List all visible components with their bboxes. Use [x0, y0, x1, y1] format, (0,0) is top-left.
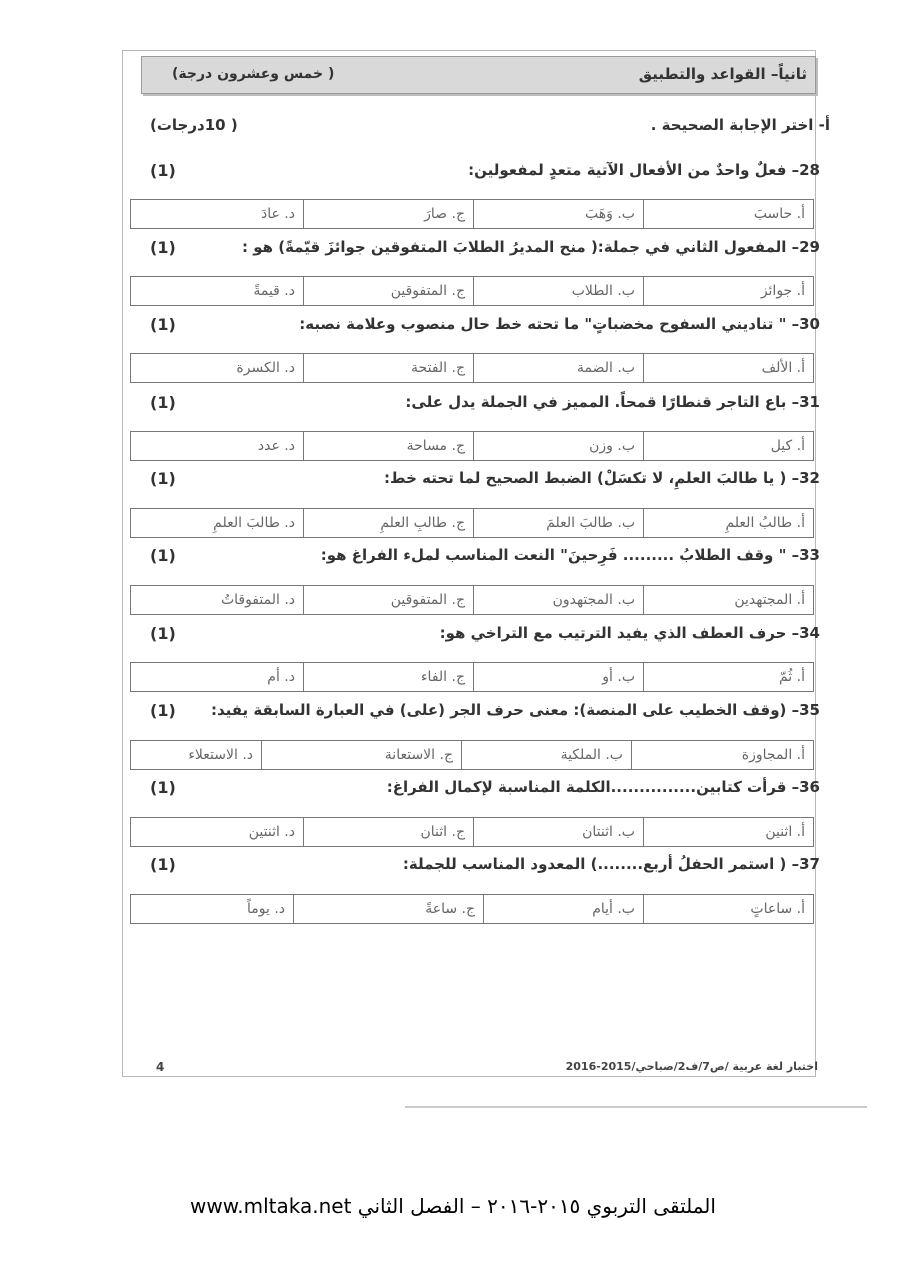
question-mark: (1) [150, 161, 176, 180]
question-text: 37– ( استمر الحفلُ أربع........) المعدود المناسب للجملة: [402, 855, 820, 873]
options-row [130, 199, 814, 229]
question-33 [130, 546, 820, 572]
question-mark: (1) [150, 469, 176, 488]
options-row [130, 894, 814, 924]
question-31 [130, 393, 820, 419]
question-text: 33– " وقف الطلابُ ......... فَرِحينَ" النعت المناسب لملء الفراغ هو: [320, 546, 820, 564]
option-b[interactable]: ب. أو [473, 663, 643, 691]
option-c[interactable]: ج. الفاء [303, 663, 473, 691]
question-mark: (1) [150, 238, 176, 257]
question-32 [130, 469, 820, 495]
option-d[interactable]: د. قيمةً [253, 283, 295, 299]
options-row [130, 276, 814, 306]
options-row [130, 817, 814, 847]
option-a[interactable]: أ. اثنين [643, 818, 813, 846]
option-d[interactable]: د. عدد [257, 438, 295, 454]
option-b[interactable]: ب. الملكية [461, 741, 631, 769]
question-37 [130, 855, 820, 881]
option-c[interactable]: ج. صارَ [303, 200, 473, 228]
options-row [130, 585, 814, 615]
option-a[interactable]: أ. طالبُ العلمِ [643, 509, 813, 537]
question-text: 29– المفعول الثاني في جملة:( منح المديرُ الطلابَ المتفوقين جوائزَ قيّمةً) هو : [241, 238, 820, 256]
options-row [130, 740, 814, 770]
option-c[interactable]: ج. ساعةً [293, 895, 483, 923]
option-a[interactable]: أ. حاسبَ [643, 200, 813, 228]
option-d[interactable]: د. عادَ [261, 206, 295, 222]
option-d[interactable]: د. اثنتين [248, 824, 295, 840]
option-d[interactable]: د. الكسرة [236, 360, 295, 376]
question-text: 32– ( يا طالبَ العلمِ، لا تكسَلْ) الضبط الصحيح لما تحته خط: [384, 469, 820, 487]
option-b[interactable]: ب. الطلاب [473, 277, 643, 305]
option-d[interactable]: د. طالبَ العلمِ [213, 515, 295, 531]
option-b[interactable]: ب. اثنتان [473, 818, 643, 846]
question-35 [130, 701, 820, 727]
option-a[interactable]: أ. الألف [643, 354, 813, 382]
options-row [130, 431, 814, 461]
option-a[interactable]: أ. ثُمّ [643, 663, 813, 691]
option-c[interactable]: ج. المتفوقين [303, 277, 473, 305]
question-text: 30– " تناديني السفوح مخضباتٍ" ما تحته خط حال منصوب وعلامة نصبه: [299, 315, 820, 333]
option-c[interactable]: ج. المتفوقين [303, 586, 473, 614]
question-mark: (1) [150, 624, 176, 643]
option-c[interactable]: ج. اثنان [303, 818, 473, 846]
question-mark: (1) [150, 546, 176, 565]
option-b[interactable]: ب. وَهَبَ [473, 200, 643, 228]
site-caption: الملتقى التربوي ٢٠١٥-٢٠١٦ – الفصل الثاني www.mltaka.net [190, 1194, 716, 1218]
question-text: 31– باع التاجر قنطارًا قمحاً. المميز في الجملة يدل على: [405, 393, 820, 411]
instruction-score: ( 10درجات) [150, 116, 238, 134]
question-29 [130, 238, 820, 264]
question-36 [130, 778, 820, 804]
question-mark: (1) [150, 315, 176, 334]
page-number: 4 [156, 1060, 165, 1074]
question-mark: (1) [150, 393, 176, 412]
question-28 [130, 161, 820, 187]
option-a[interactable]: أ. كيل [643, 432, 813, 460]
option-d[interactable]: د. المتفوقاتُ [220, 592, 295, 608]
exam-reference: اختبار لغة عربية /ص7/ف2/صباحي/2015-2016 [565, 1060, 818, 1073]
question-text: 28– فعلٌ واحدٌ من الأفعال الآتية متعدٍ لمفعولين: [468, 161, 820, 179]
option-c[interactable]: ج. مساحة [303, 432, 473, 460]
question-34 [130, 624, 820, 650]
question-mark: (1) [150, 701, 176, 720]
option-a[interactable]: أ. جوائز [643, 277, 813, 305]
option-a[interactable]: أ. ساعاتٍ [643, 895, 813, 923]
option-b[interactable]: ب. أيام [483, 895, 643, 923]
option-b[interactable]: ب. وزن [473, 432, 643, 460]
divider [405, 1106, 867, 1108]
question-30 [130, 315, 820, 341]
option-b[interactable]: ب. طالبَ العلمَ [473, 509, 643, 537]
section-score: ( خمس وعشرون درجة) [172, 66, 335, 82]
question-text: 35– (وقف الخطيب على المنصة): معنى حرف الجر (على) في العبارة السابقة يفيد: [210, 701, 820, 719]
option-d[interactable]: د. الاستعلاء [188, 747, 253, 763]
option-c[interactable]: ج. الفتحة [303, 354, 473, 382]
option-b[interactable]: ب. الضمة [473, 354, 643, 382]
option-d[interactable]: د. أم [267, 669, 295, 685]
section-title: ثانياً– القواعد والتطبيق [638, 65, 807, 83]
option-b[interactable]: ب. المجتهدون [473, 586, 643, 614]
option-a[interactable]: أ. المجاوزة [631, 741, 813, 769]
option-a[interactable]: أ. المجتهدين [643, 586, 813, 614]
options-row [130, 508, 814, 538]
options-row [130, 662, 814, 692]
question-text: 36– قرأت كتابين...............الكلمة المناسبة لإكمال الفراغ: [386, 778, 820, 796]
instruction: أ- اختر الإجابة الصحيحة . [650, 116, 830, 134]
option-d[interactable]: د. يوماً [246, 901, 285, 917]
question-mark: (1) [150, 855, 176, 874]
section-header [141, 56, 816, 94]
options-row [130, 353, 814, 383]
question-text: 34– حرف العطف الذي يفيد الترتيب مع التراخي هو: [439, 624, 820, 642]
option-c[interactable]: ج. طالبِ العلمِ [303, 509, 473, 537]
option-c[interactable]: ج. الاستعانة [261, 741, 461, 769]
question-mark: (1) [150, 778, 176, 797]
